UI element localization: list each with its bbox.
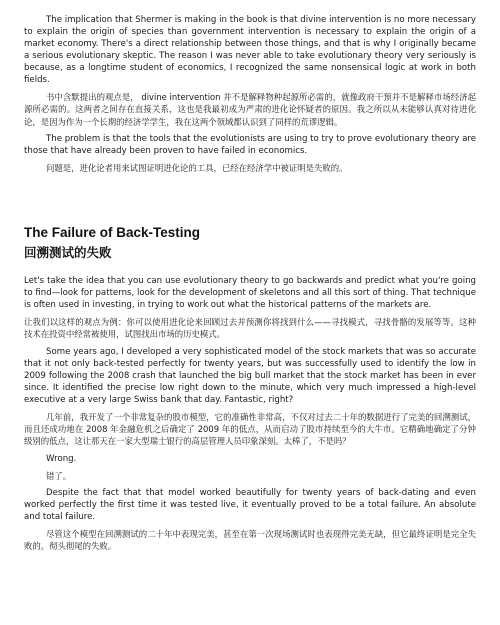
section-title-en: The Failure of Back-Testing — [24, 225, 201, 241]
paragraph-zh-3: 让我们以这样的观点为例：你可以使用进化论来回顾过去并预测你将找到什么——寻找模式，寻找骨骼的发展等等。这种技术在投资中经常被使用，试图找出市场的历史模式。 — [24, 317, 476, 340]
paragraph-zh-6: 尽管这个模型在回溯测试的二十年中表现完美，甚至在第一次现场测试时也表现得完美无缺，但它最终证明是完全失败的。彻头彻尾的失败。 — [24, 528, 476, 552]
section-spacer — [24, 179, 476, 225]
document-page — [24, 14, 476, 558]
paragraph-en-2: The problem is that the tools that the evolutionists are using to try to prove evolutionary theory are those that have already been proven to have failed in economics. — [24, 133, 476, 156]
paragraph-en-4: Some years ago, I developed a very sophisticated model of the stock markets that was so accurate that it not only back-tested perfectly for twenty years, but was successfully used to identify the low in 2009 following the 2008 crash that launched the big bull market that the stock market has been in ever since. It identified the precise low right down to the minute, which very much impressed a high-level executive at a very large Swiss bank that day. Fantastic, right? — [24, 346, 476, 405]
paragraph-zh-2: 问题是，进化论者用来试图证明进化论的工具，已经在经济学中被证明是失败的。 — [46, 162, 348, 173]
section-title-zh: 回溯测试的失败 — [24, 246, 112, 261]
paragraph-en-1: The implication that Shermer is making in the book is that divine intervention is no more necessary to explain the origin of species than government intervention is necessary to explain the origin of a market economy. There's a direct relationship between those things, and that is why I originally became a serious evolutionary skeptic. The reason I was never able to take evolutionary theory very seriously is because, as a longtime student of economics, I recognized the same nonsensical logic at work in both fields. — [24, 15, 476, 85]
bottom-paragraphs — [24, 275, 476, 552]
paragraph-en-3: Let's take the idea that you can use evolutionary theory to go backwards and predict what you're going to find—look for patterns, look for the development of skeletons and all this sort of thing. That technique is often used in investing, in trying to work out what the historical patterns of the markets are. — [24, 276, 476, 311]
paragraph-zh-5: 错了。 — [46, 470, 72, 481]
paragraph-zh-4: 几年前，我开发了一个非常复杂的股市模型，它的准确性非常高，不仅对过去二十年的数据进行了完美的回溯测试，而且还成功地在 2008 年金融危机之后确定了 2009 年的低点，从而启动了股市持续至今的大牛市。它精确地确定了分钟级别的低点，这让那天在一家大型瑞士银行的高层管理人员印象深刻。太棒了，不是吗？ — [24, 411, 476, 447]
paragraph-en-5: Wrong. — [46, 453, 77, 464]
top-paragraphs — [24, 14, 476, 174]
paragraph-en-6: Despite the fact that that model worked beautifully for twenty years of back-dating and even worked perfectly the first time it was tested live, it eventually proved to be a total failure. An absolute and total failure. — [24, 487, 476, 522]
paragraph-zh-1: 书中含默提出的观点是， divine intervention 并不是解释物种起源所必需的，就像政府干预并不是解释市场经济起源所必需的。这两者之间存在直接关系，这也是我最初成为严肃的进化论怀疑者的原因。我之所以从未能够认真对待进化论，是因为作为一个长期的经济学学生，我在这两个领域都认识到了同样的荒谬逻辑。 — [24, 92, 476, 127]
